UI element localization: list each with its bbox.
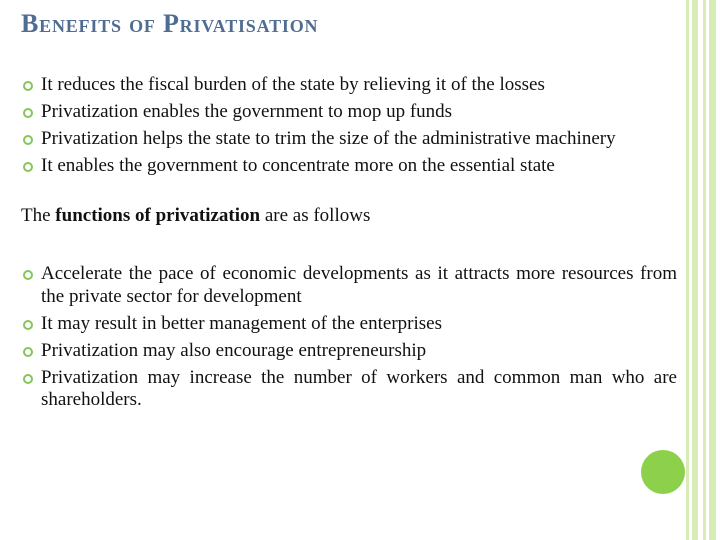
- list-item-text: It reduces the fiscal burden of the state by relieving it of the losses: [41, 74, 545, 95]
- list-item: [21, 340, 677, 363]
- list-item: [21, 263, 677, 308]
- bullet-icon: [23, 162, 33, 172]
- bullet-icon: [23, 374, 33, 384]
- list-item: [21, 313, 677, 336]
- benefits-list: [21, 74, 677, 178]
- decorative-stripe: [703, 0, 706, 540]
- functions-list: [21, 263, 677, 412]
- list-item: [21, 128, 677, 151]
- bullet-icon: [23, 347, 33, 357]
- slide-content: [21, 74, 677, 416]
- list-item: [21, 367, 677, 412]
- list-item-text: It may result in better management of the enterprises: [41, 312, 442, 334]
- bullet-icon: [23, 108, 33, 118]
- list-item-text: Accelerate the pace of economic developments as it attracts more resources from the private sector for development: [41, 263, 677, 307]
- decorative-stripe: [709, 0, 716, 540]
- bullet-icon: [23, 81, 33, 91]
- list-item-text: Privatization helps the state to trim the size of the administrative machinery: [41, 128, 616, 149]
- bullet-icon: [23, 320, 33, 330]
- list-item-text: Privatization may increase the number of workers and common man who are shareholders.: [41, 366, 677, 410]
- functions-intro-prefix: The: [21, 204, 56, 226]
- accent-circle-icon: [641, 450, 685, 494]
- list-item-text: It enables the government to concentrate more on the essential state: [41, 155, 555, 176]
- list-item: [21, 155, 677, 178]
- functions-intro: [21, 205, 677, 228]
- list-item-text: Privatization may also encourage entrepreneurship: [41, 339, 427, 361]
- decorative-stripe: [686, 0, 689, 540]
- list-item-text: Privatization enables the government to mop up funds: [41, 101, 453, 122]
- functions-intro-suffix: are as follows: [260, 204, 371, 226]
- list-item: [21, 74, 677, 97]
- slide-title: Benefits of Privatisation: [21, 9, 319, 38]
- bullet-icon: [23, 135, 33, 145]
- decorative-stripe: [692, 0, 698, 540]
- functions-intro-bold: functions of privatization: [55, 204, 261, 226]
- bullet-icon: [23, 270, 33, 280]
- list-item: [21, 101, 677, 124]
